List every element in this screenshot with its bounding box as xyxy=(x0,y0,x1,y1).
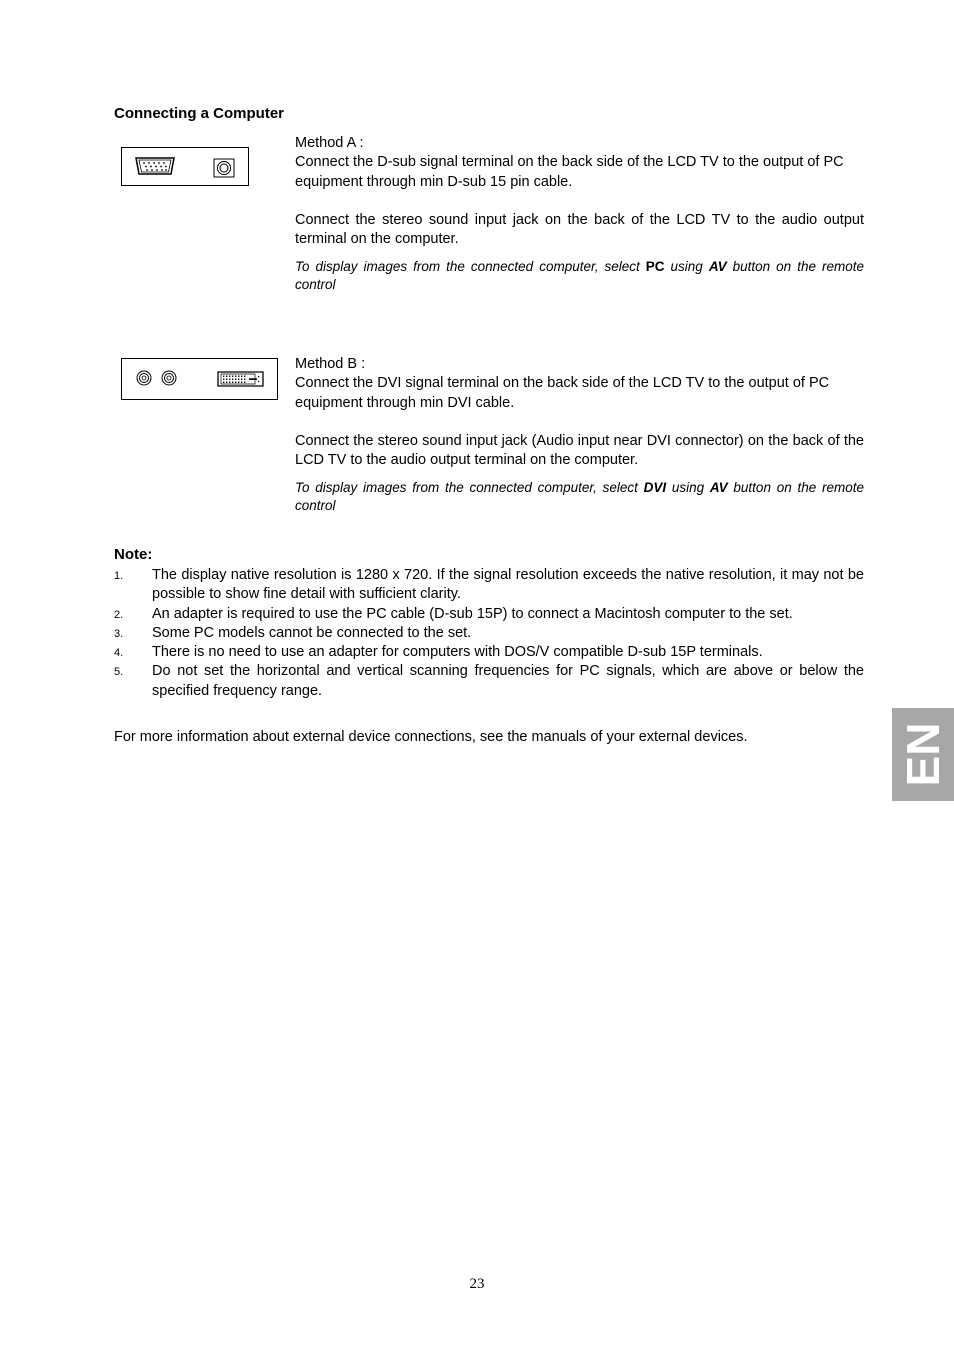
method-a-para2: Connect the stereo sound input jack on the back of the LCD TV to the audio output terminal on the computer. xyxy=(295,211,864,248)
note-item-1: 1. The display native resolution is 1280 x 720. If the signal resolution exceeds the native resolution, it may not be possible to show fine detail with sufficient clarity. xyxy=(114,567,864,603)
method-b-para2: Connect the stereo sound input jack (Audio input near DVI connector) on the back of the LCD TV to the audio output terminal on the computer. xyxy=(295,432,864,469)
method-b xyxy=(295,355,864,514)
av-button-label: AV xyxy=(709,480,728,496)
method-a xyxy=(295,134,864,293)
dvi-port-icon xyxy=(122,359,277,399)
method-a-para1: Connect the D-sub signal terminal on the back side of the LCD TV to the output of PC equipment through min D-sub 15 pin cable. xyxy=(295,154,844,190)
audio-jack-right-icon xyxy=(162,371,176,385)
audio-jack-left-icon xyxy=(137,371,151,385)
more-info-text: For more information about external device connections, see the manuals of your external devices. xyxy=(114,729,748,745)
pc-source-label: PC xyxy=(645,259,665,275)
method-a-heading: Method A : xyxy=(295,135,364,151)
language-tab-label xyxy=(892,708,954,801)
note-item-2: 2. An adapter is required to use the PC cable (D-sub 15P) to connect a Macintosh computer to the set. xyxy=(114,605,793,622)
method-a-note: To display images from the connected computer, select PC using AV button on the remote control xyxy=(295,259,864,292)
notes-list xyxy=(114,566,864,701)
note-title: Note: xyxy=(114,546,153,563)
audio-jack-icon xyxy=(214,159,234,177)
av-button-label: AV xyxy=(708,259,727,275)
page-number: 23 xyxy=(469,1276,485,1292)
svg-text:EN: EN xyxy=(897,722,949,787)
note-item-5: 5. Do not set the horizontal and vertical scanning frequencies for PC signals, which are above or below the specified frequency range. xyxy=(114,663,864,699)
note-item-4: 4. There is no need to use an adapter for computers with DOS/V compatible D-sub 15P terminals. xyxy=(114,644,763,661)
language-tab xyxy=(892,708,954,801)
note-item-3: 3. Some PC models cannot be connected to the set. xyxy=(114,624,472,641)
method-b-heading: Method B : xyxy=(295,356,366,372)
method-b-note: To display images from the connected computer, select DVI using AV button on the remote control xyxy=(295,480,864,513)
dsub-port-icon xyxy=(122,148,248,185)
dvi-connector-illustration xyxy=(121,358,278,400)
dsub-connector-illustration xyxy=(121,147,249,186)
dvi-source-label: DVI xyxy=(643,480,667,496)
section-title: Connecting a Computer xyxy=(114,105,285,122)
method-b-para1: Connect the DVI signal terminal on the back side of the LCD TV to the output of PC equipment through min DVI cable. xyxy=(295,375,830,411)
